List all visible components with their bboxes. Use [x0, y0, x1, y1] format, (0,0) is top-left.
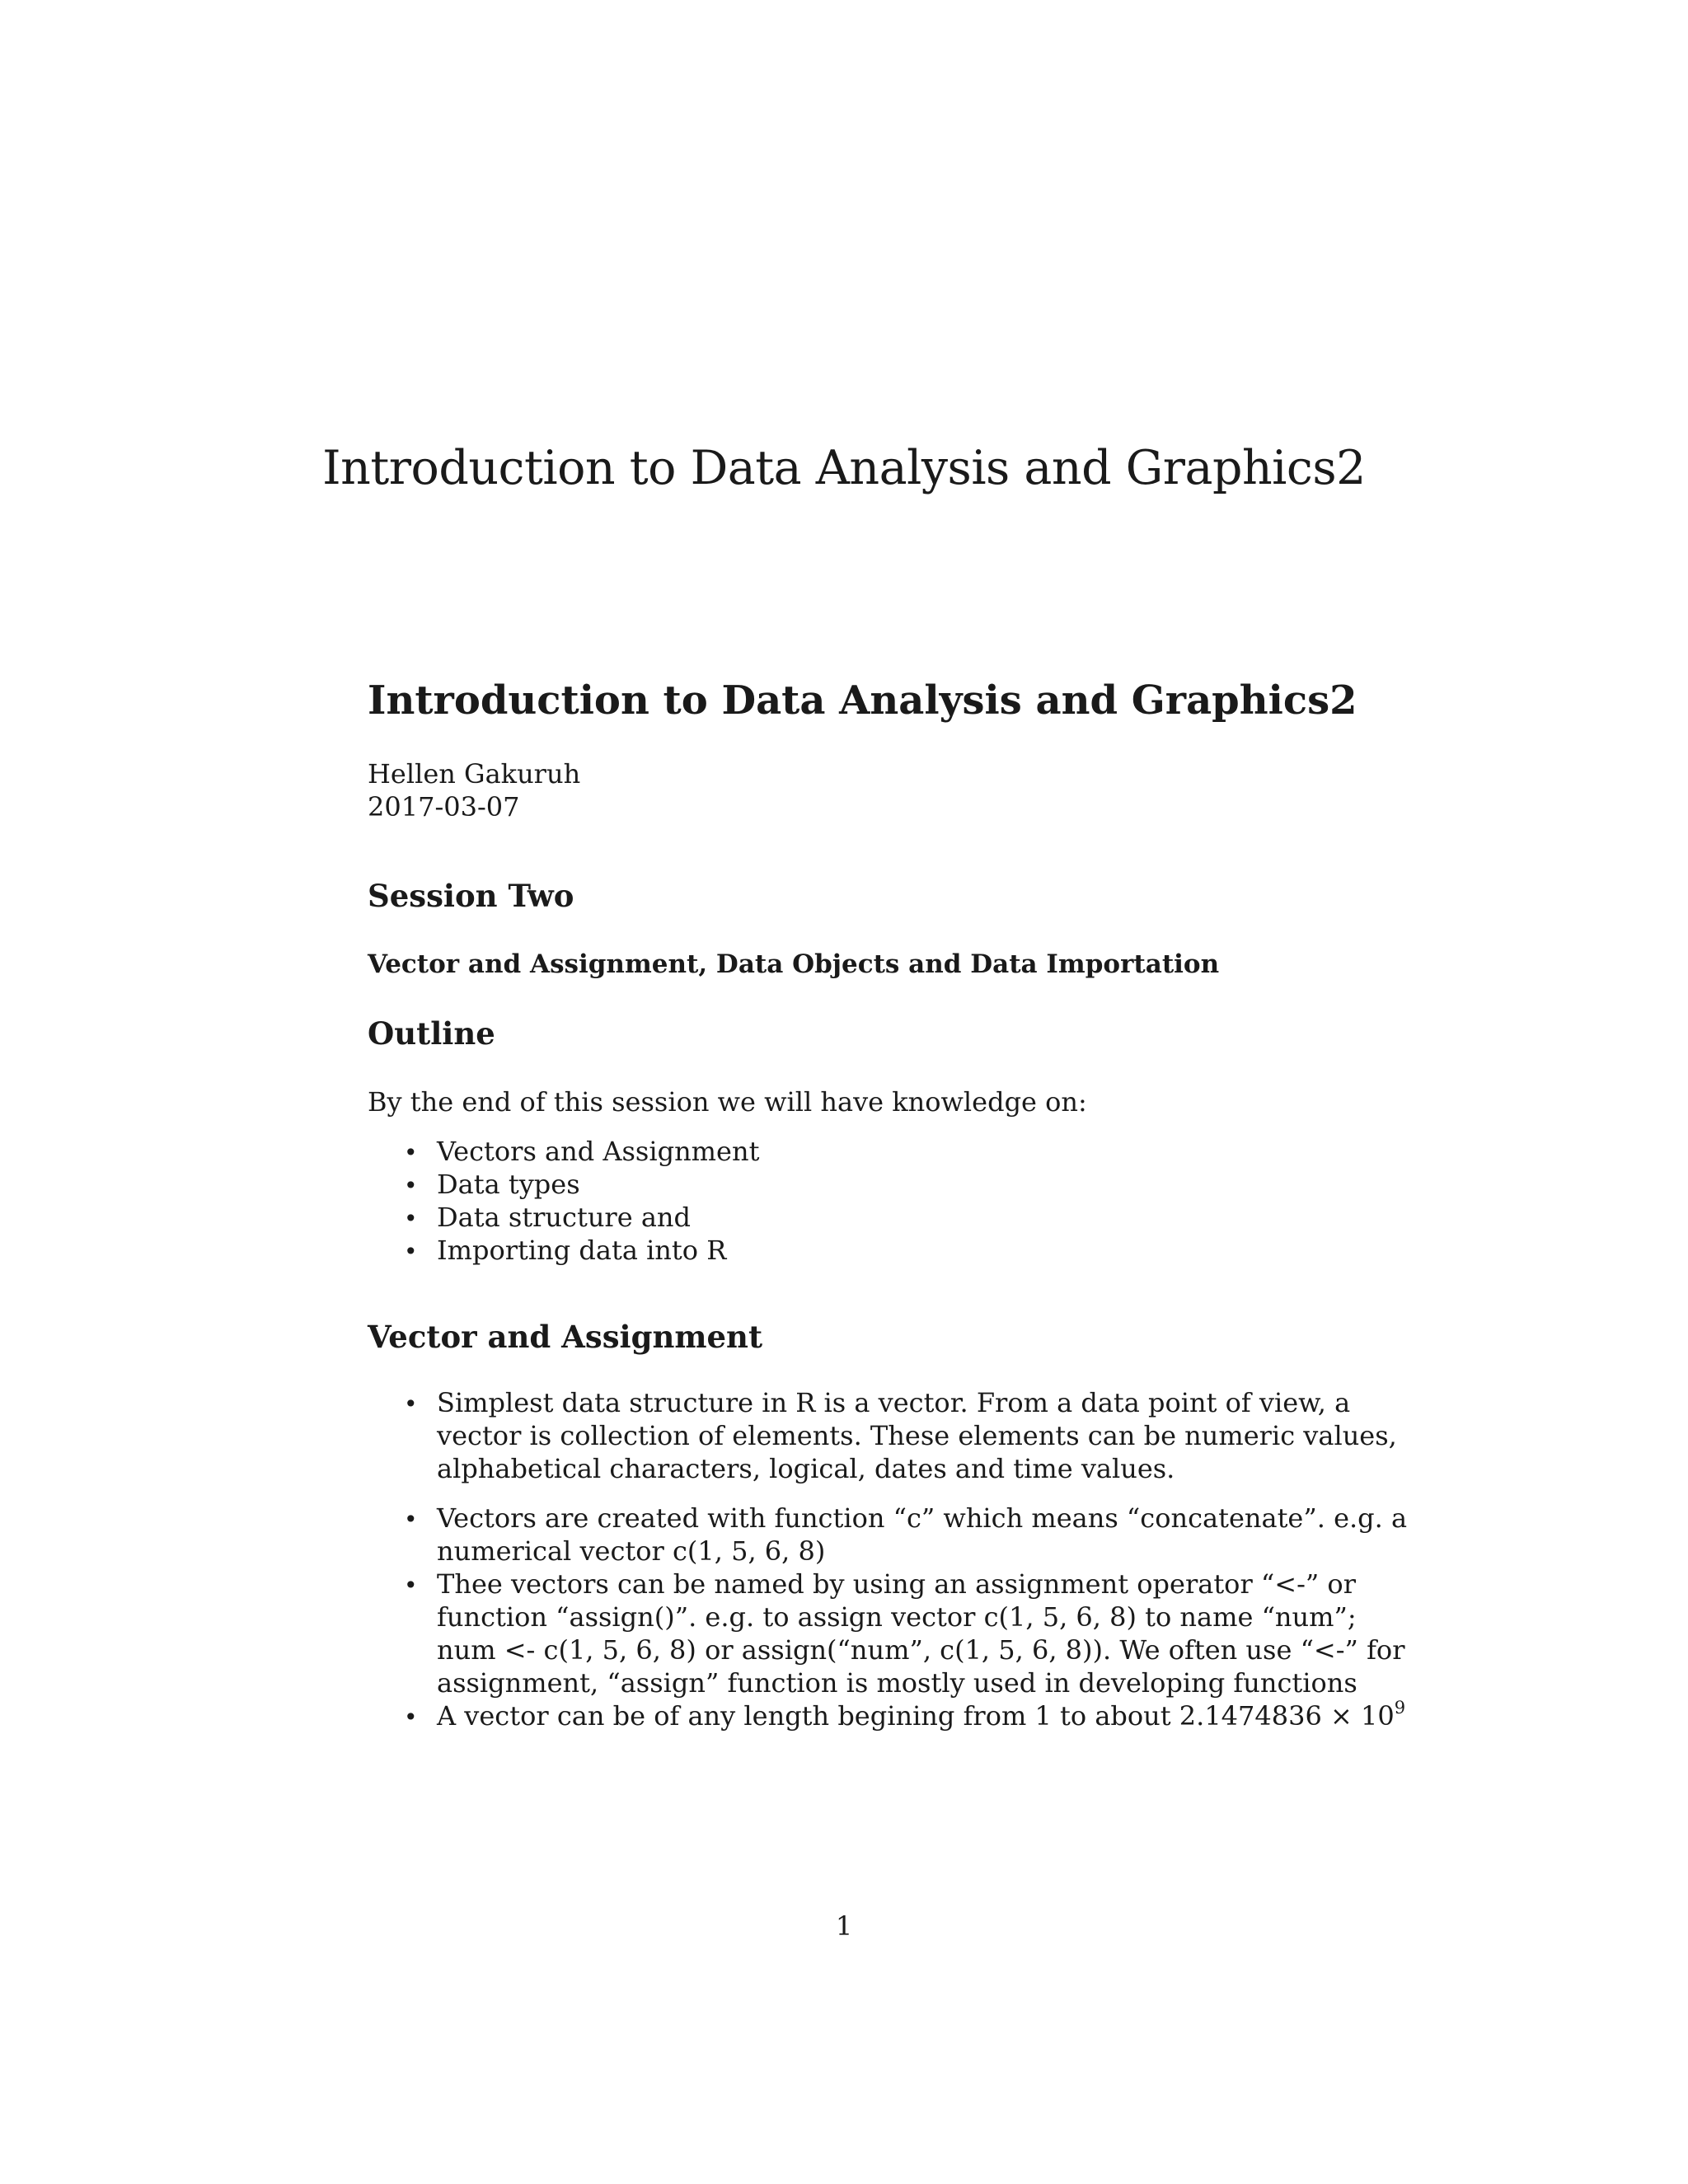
date: 2017-03-07	[368, 791, 520, 823]
bullet-icon: •	[404, 1704, 418, 1731]
list-item-line: num <- c(1, 5, 6, 8) or assign(“num”, c(1, 5, 6, 8)). We often use “<-” for	[437, 1634, 1405, 1666]
list-item-text: A vector can be of any length begining from 1 to about 2.1474836 × 10	[437, 1700, 1395, 1732]
bullet-icon: •	[404, 1390, 418, 1418]
list-item-line: alphabetical characters, logical, dates and time values.	[437, 1453, 1175, 1484]
bullet-icon: •	[404, 1139, 418, 1166]
bullet-icon: •	[404, 1572, 418, 1599]
list-item-line: Simplest data structure in R is a vector. From a data point of view, a	[437, 1387, 1351, 1418]
list-item-line	[437, 1700, 1405, 1732]
page-header-title: Introduction to Data Analysis and Graphics2	[322, 441, 1366, 495]
list-item-line: function “assign()”. e.g. to assign vector c(1, 5, 6, 8) to name “num”;	[437, 1601, 1357, 1633]
list-item: Vectors and Assignment	[437, 1136, 760, 1167]
list-item-line: Thee vectors can be named by using an assignment operator “<-” or	[437, 1568, 1356, 1600]
list-item: Importing data into R	[437, 1235, 727, 1266]
bullet-icon: •	[404, 1205, 418, 1232]
list-item-line: assignment, “assign” function is mostly used in developing functions	[437, 1667, 1357, 1699]
list-item-line: vector is collection of elements. These elements can be numeric values,	[437, 1420, 1397, 1451]
section-heading-session-two: Session Two	[368, 878, 574, 914]
bullet-icon: •	[404, 1238, 418, 1265]
document-title: Introduction to Data Analysis and Graphics2	[368, 677, 1357, 724]
bullet-icon: •	[404, 1172, 418, 1199]
list-item: Data structure and	[437, 1202, 691, 1233]
list-item-line: numerical vector c(1, 5, 6, 8)	[437, 1535, 826, 1567]
author: Hellen Gakuruh	[368, 758, 581, 790]
bullet-icon: •	[404, 1506, 418, 1533]
subsection-heading: Vector and Assignment, Data Objects and Data Importation	[368, 949, 1220, 979]
exponent: 9	[1394, 1698, 1406, 1718]
outline-intro: By the end of this session we will have knowledge on:	[368, 1086, 1087, 1118]
page-number: 1	[835, 1910, 853, 1942]
section-heading-outline: Outline	[368, 1015, 495, 1052]
section-heading-vector-assignment: Vector and Assignment	[368, 1319, 763, 1355]
list-item: Data types	[437, 1169, 580, 1200]
list-item-line: Vectors are created with function “c” which means “concatenate”. e.g. a	[437, 1502, 1408, 1534]
